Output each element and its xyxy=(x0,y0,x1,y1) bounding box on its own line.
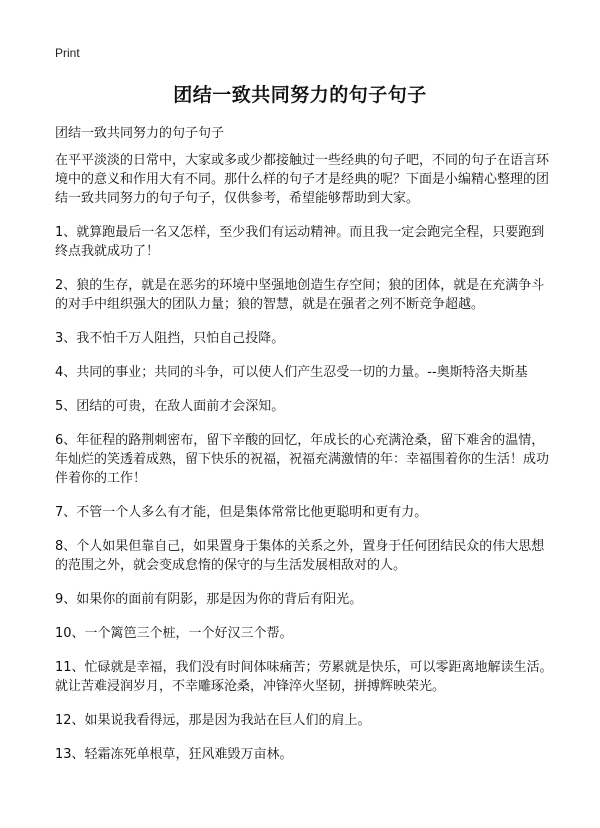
quote-paragraph: 1、就算跑最后一名又怎样，至少我们有运动精神。而且我一定会跑完全程，只要跑到终点我就成功了！ xyxy=(55,225,545,259)
quote-paragraph: 3、我不怕千万人阻挡，只怕自己投降。 xyxy=(55,331,285,346)
quote-paragraph: 8、个人如果但靠自己，如果置身于集体的关系之外，置身于任何团结民众的伟大思想的范围之外，就会变成怠惰的保守的与生活发展相敌对的人。 xyxy=(55,539,545,573)
quote-paragraph: 10、一个篱笆三个桩，一个好汉三个帮。 xyxy=(55,626,293,641)
quote-paragraph: 4、共同的事业；共同的斗争，可以使人们产生忍受一切的力量。--奥斯特洛夫斯基 xyxy=(55,365,528,380)
quote-paragraph: 12、如果说我看得远，那是因为我站在巨人们的肩上。 xyxy=(55,713,371,728)
quote-paragraph: 11、忙碌就是幸福，我们没有时间体味痛苦；劳累就是快乐，可以零距离地解读生活。就让苦难浸润岁月，不幸雕琢沧桑，冲锋淬火坚韧，拼搏辉映荣光。 xyxy=(55,660,553,694)
quote-paragraph: 7、不管一个人多么有才能，但是集体常常比他更聪明和更有力。 xyxy=(55,505,428,520)
print-link[interactable]: Print xyxy=(55,46,80,60)
quote-paragraph: 6、年征程的路荆刺密布，留下辛酸的回忆，年成长的心充满沧桑，留下难舍的温情，年灿烂的笑透着成熟，留下快乐的祝福，祝福充满激情的年：幸福围着你的生活！成功伴着你的工作！ xyxy=(55,433,550,486)
intro-paragraph: 在平平淡淡的日常中，大家或多或少都接触过一些经典的句子吧，不同的句子在语言环境中的意义和作用大有不同。那什么样的句子才是经典的呢？下面是小编精心整理的团结一致共同努力的句子句子，仅供参考，希望能够帮助到大家。 xyxy=(55,153,550,206)
quote-paragraph: 5、团结的可贵，在敌人面前才会深知。 xyxy=(55,399,285,414)
article-body xyxy=(55,151,555,779)
quote-paragraph: 13、轻霜冻死单根草，狂风难毁万亩林。 xyxy=(55,747,293,762)
page-subtitle: 团结一致共同努力的句子句子 xyxy=(55,126,225,141)
page-title: 团结一致共同努力的句子句子 xyxy=(173,84,427,106)
quote-paragraph: 9、如果你的面前有阴影，那是因为你的背后有阳光。 xyxy=(55,592,363,607)
quote-paragraph: 2、狼的生存，就是在恶劣的环境中坚强地创造生存空间；狼的团体，就是在充满争斗的对手中组织强大的团队力量；狼的智慧，就是在强者之列不断竞争超越。 xyxy=(55,278,545,312)
